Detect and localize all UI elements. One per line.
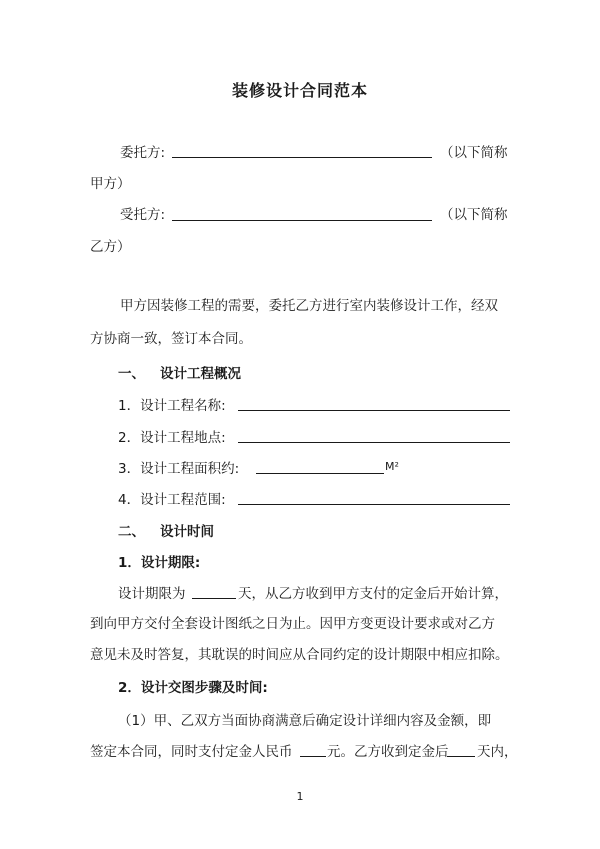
deposit-days-blank[interactable] xyxy=(447,756,475,757)
section-1-number: 一、 xyxy=(118,366,145,382)
project-scope-label: 4．设计工程范围: xyxy=(118,492,226,508)
contractor-name-blank[interactable] xyxy=(172,220,432,221)
page-number: 1 xyxy=(296,790,304,803)
deposit-amount-blank[interactable] xyxy=(300,756,326,757)
period-text-line-3: 意见未及时答复，其耽误的时间应从合同约定的设计期限中相应扣除。 xyxy=(90,647,509,663)
project-area-label: 3．设计工程面积约: xyxy=(118,461,240,477)
project-name-blank[interactable] xyxy=(238,410,510,411)
contractor-short: 乙方） xyxy=(90,239,131,255)
period-text-b: 天，从乙方收到甲方支付的定金后开始计算， xyxy=(238,586,508,602)
section-2-title: 设计时间 xyxy=(160,524,214,540)
design-period-heading: 1．设计期限: xyxy=(118,555,201,571)
project-location-blank[interactable] xyxy=(238,442,510,443)
project-name-label: 1．设计工程名称: xyxy=(118,398,226,414)
client-short: 甲方） xyxy=(90,176,131,192)
step-1-line-1: （1）甲、乙双方当面协商满意后确定设计详细内容及金额，即 xyxy=(118,713,492,729)
client-name-blank[interactable] xyxy=(172,157,432,158)
project-area-blank[interactable] xyxy=(256,473,384,474)
project-scope-blank[interactable] xyxy=(238,504,510,505)
period-text-a: 设计期限为 xyxy=(118,586,186,602)
step-1-text-c: 天内， xyxy=(477,744,518,760)
contractor-suffix: （以下简称 xyxy=(440,207,508,223)
period-text-line-2: 到向甲方交付全套设计图纸之日为止。因甲方变更设计要求或对乙方 xyxy=(90,616,495,632)
step-1-text-b: 元。乙方收到定金后 xyxy=(327,744,449,760)
delivery-steps-heading: 2．设计交图步骤及时间: xyxy=(118,680,268,696)
section-1-title: 设计工程概况 xyxy=(160,366,241,382)
step-1-text-a: 签定本合同，同时支付定金人民币 xyxy=(90,744,293,760)
client-suffix: （以下简称 xyxy=(440,145,508,161)
section-2-number: 二、 xyxy=(118,524,145,540)
intro-line-2: 方协商一致，签订本合同。 xyxy=(90,331,252,347)
area-unit: M² xyxy=(385,460,399,473)
page-title: 装修设计合同范本 xyxy=(231,81,368,100)
client-label: 委托方: xyxy=(120,145,166,161)
project-location-label: 2．设计工程地点: xyxy=(118,430,226,446)
contractor-label: 受托方: xyxy=(120,207,166,223)
intro-line-1: 甲方因装修工程的需要，委托乙方进行室内装修设计工作，经双 xyxy=(120,298,498,314)
period-days-blank[interactable] xyxy=(192,598,236,599)
